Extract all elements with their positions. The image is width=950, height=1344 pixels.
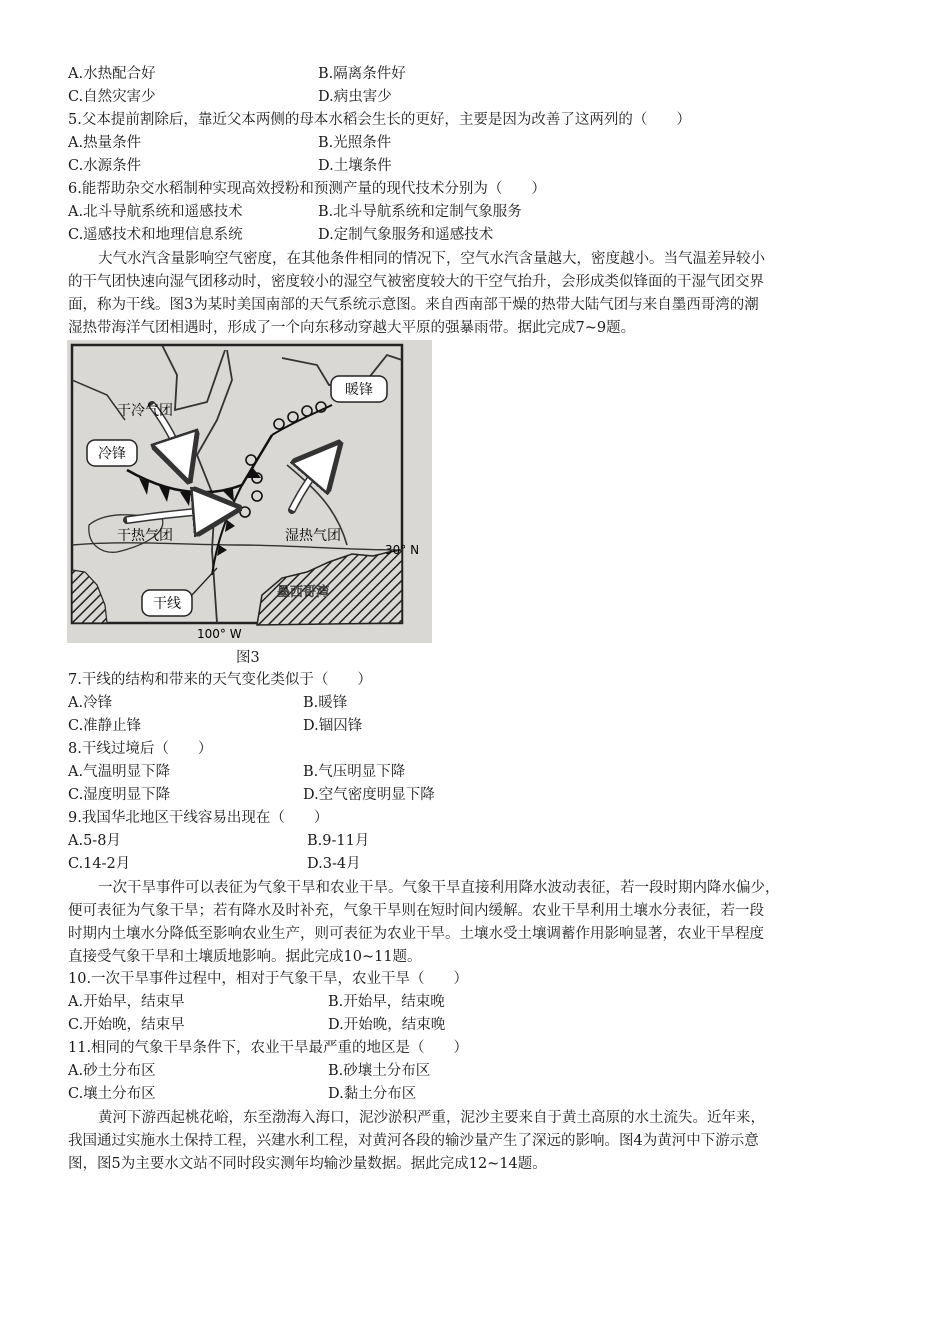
q10-stem: 10.一次干旱事件过程中，相对于气象干旱，农业干旱（ ） <box>68 971 469 987</box>
figure-3-caption: 图3 <box>236 650 260 666</box>
passage-line: 时期内土壤水分降低至影响农业生产，则可表征为农业干旱。土壤水受土壤调蓄作用影响显著，农业干旱程度 <box>68 926 764 942</box>
q7-option-a: A.冷锋 <box>68 695 113 711</box>
q5-option-d: D.土壤条件 <box>318 158 392 174</box>
humid-hot-arrow-fill <box>292 460 325 510</box>
passage-line: 的干气团快速向湿气团移动时，密度较小的湿空气被密度较大的干空气抬升，会形成类似锋面的干湿气团交界 <box>68 274 764 290</box>
q11-option-c: C.壤土分布区 <box>68 1086 156 1102</box>
passage-line: 黄河下游西起桃花峪，东至渤海入海口，泥沙淤积严重，泥沙主要来自于黄土高原的水土流失。近年来， <box>98 1110 765 1126</box>
q5-option-c: C.水源条件 <box>68 158 142 174</box>
passage-12-14 <box>68 1107 883 1176</box>
q7-option-b: B.暖锋 <box>303 695 348 711</box>
dry-line-label: 干线 <box>153 596 181 612</box>
q11-option-d: D.黏土分布区 <box>328 1086 417 1102</box>
q10-option-d: D.开始晚，结束晚 <box>328 1017 446 1033</box>
q8-option-d: D.空气密度明显下降 <box>303 787 435 803</box>
q11-option-b: B.砂壤土分布区 <box>328 1063 431 1079</box>
passage-10-11 <box>68 877 883 969</box>
q6-option-b: B.北斗导航系统和定制气象服务 <box>318 204 522 220</box>
q5-option-a: A.热量条件 <box>68 135 142 151</box>
q7-option-c: C.准静止锋 <box>68 718 142 734</box>
figure-3-weather-map <box>67 340 432 643</box>
weather-map-svg <box>67 340 432 643</box>
longitude-label: 100° W <box>197 627 242 641</box>
q9-option-b: B.9-11月 <box>307 833 370 849</box>
q7-stem: 7.干线的结构和带来的天气变化类似于（ ） <box>68 672 372 688</box>
q8-option-b: B.气压明显下降 <box>303 764 406 780</box>
passage-line: 图，图5为主要水文站不同时段实测年均输沙量数据。据此完成12~14题。 <box>68 1156 547 1172</box>
q7-option-d: D.锢囚锋 <box>303 718 363 734</box>
q8-option-c: C.湿度明显下降 <box>68 787 171 803</box>
q10-option-b: B.开始早，结束晚 <box>328 994 445 1010</box>
humid-hot-airmass-label: 湿热气团 <box>285 528 341 544</box>
q6-option-c: C.遥感技术和地理信息系统 <box>68 227 243 243</box>
q10-option-c: C.开始晚，结束早 <box>68 1017 185 1033</box>
q11-option-a: A.砂土分布区 <box>68 1063 156 1079</box>
q4-option-b: B.隔离条件好 <box>318 66 406 82</box>
dry-hot-airmass-label: 干热气团 <box>117 528 173 544</box>
q5-stem: 5.父本提前割除后，靠近父本两侧的母本水稻会生长的更好，主要是因为改善了这两列的（ ） <box>68 112 691 128</box>
q9-stem: 9.我国华北地区干线容易出现在（ ） <box>68 810 329 826</box>
q11-stem: 11.相同的气象干旱条件下，农业干旱最严重的地区是（ ） <box>68 1040 469 1056</box>
q5-option-b: B.光照条件 <box>318 135 392 151</box>
dry-line-pointer <box>192 568 217 595</box>
passage-line: 大气水汽含量影响空气密度，在其他条件相同的情况下，空气水汽含量越大，密度越小。当气温差异较小 <box>98 251 765 267</box>
passage-line: 面，称为干线。图3为某时美国南部的天气系统示意图。来自西南部干燥的热带大陆气团与来自墨西哥湾的潮 <box>68 297 759 313</box>
passage-line: 湿热带海洋气团相遇时，形成了一个向东移动穿越大平原的强暴雨带。据此完成7~9题。 <box>68 320 636 336</box>
cold-front-label: 冷锋 <box>98 446 126 462</box>
passage-line: 一次干旱事件可以表征为气象干旱和农业干旱。气象干旱直接利用降水波动表征，若一段时期内降水偏少， <box>98 880 780 896</box>
gulf-label: 墨西哥湾 <box>277 585 330 600</box>
q6-option-a: A.北斗导航系统和遥感技术 <box>68 204 243 220</box>
cold-front-triangles <box>139 468 261 507</box>
passage-line: 我国通过实施水土保持工程，兴建水利工程，对黄河各段的输沙量产生了深远的影响。图4为黄河中下游示意 <box>68 1133 759 1149</box>
state-boundary <box>197 350 232 623</box>
q8-option-a: A.气温明显下降 <box>68 764 171 780</box>
passage-line: 便可表征为气象干旱；若有降水及时补充，气象干旱则在短时间内缓解。农业干旱利用土壤水分表征，若一段 <box>68 903 764 919</box>
q6-stem: 6.能帮助杂交水稻制种实现高效授粉和预测产量的现代技术分别为（ ） <box>68 181 546 197</box>
q4-option-c: C.自然灾害少 <box>68 89 156 105</box>
q4-option-a: A.水热配合好 <box>68 66 156 82</box>
q8-stem: 8.干线过境后（ ） <box>68 741 213 757</box>
passage-line: 直接受气象干旱和土壤质地影响。据此完成10~11题。 <box>68 949 422 965</box>
latitude-label: 30° N <box>385 543 420 557</box>
q10-option-a: A.开始早，结束早 <box>68 994 185 1010</box>
mexico-hatch-area <box>72 570 107 623</box>
warm-front-semicircles <box>240 402 326 517</box>
q9-option-c: C.14-2月 <box>68 856 131 872</box>
q9-option-d: D.3-4月 <box>307 856 361 872</box>
passage-7-9 <box>68 248 883 340</box>
state-boundary <box>162 345 225 410</box>
warm-front-label: 暖锋 <box>345 382 373 398</box>
q6-option-d: D.定制气象服务和遥感技术 <box>318 227 494 243</box>
q9-option-a: A.5-8月 <box>68 833 121 849</box>
dry-cold-airmass-label: 干冷气团 <box>117 403 173 419</box>
q4-option-d: D.病虫害少 <box>318 89 392 105</box>
